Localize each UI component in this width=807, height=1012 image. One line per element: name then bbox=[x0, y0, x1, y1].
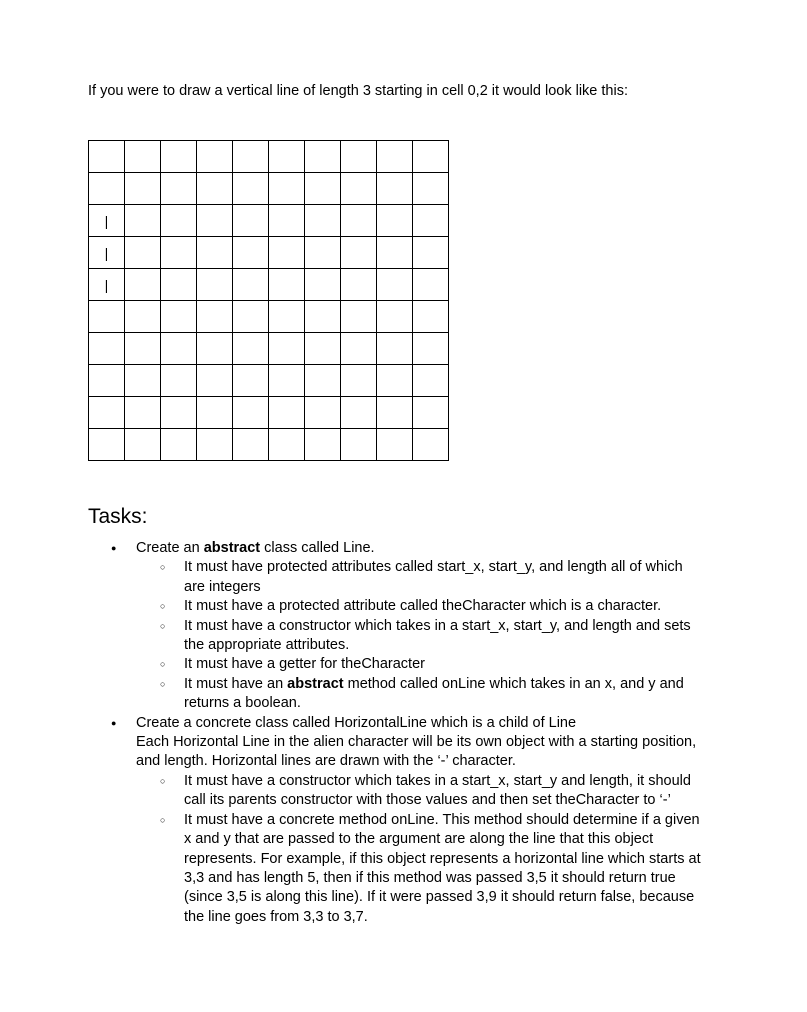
subtask-text-post: method called onLine which takes in an x, and y and returns a boolean. bbox=[184, 675, 684, 712]
grid-cell bbox=[125, 269, 161, 301]
grid-cell bbox=[341, 397, 377, 429]
grid-cell bbox=[413, 397, 449, 429]
grid-cell bbox=[161, 269, 197, 301]
subtask-text-bold: abstract bbox=[287, 675, 344, 692]
subtask-item: ○ It must have a protected attribute called theCharacter which is a character. bbox=[184, 597, 704, 616]
grid-cell bbox=[377, 301, 413, 333]
subtask-item: ○ It must have a constructor which takes in a start_x, start_y, and length and sets the appropriate attributes. bbox=[184, 617, 704, 656]
grid-cell bbox=[233, 269, 269, 301]
grid-cell bbox=[161, 333, 197, 365]
grid-cell bbox=[197, 397, 233, 429]
grid-row bbox=[89, 205, 449, 237]
grid-cell bbox=[89, 333, 125, 365]
grid-cell bbox=[197, 141, 233, 173]
subtask-text-pre: It must have an bbox=[184, 675, 288, 692]
grid-cell bbox=[377, 333, 413, 365]
grid-cell bbox=[125, 301, 161, 333]
grid-cell bbox=[377, 269, 413, 301]
grid-cell bbox=[413, 173, 449, 205]
task-text-bold: abstract bbox=[203, 540, 261, 556]
grid-row bbox=[89, 301, 449, 333]
character-grid bbox=[88, 140, 449, 461]
subtask-item: ○ It must have a getter for theCharacter bbox=[184, 655, 704, 674]
grid-cell bbox=[305, 365, 341, 397]
grid-cell bbox=[197, 301, 233, 333]
grid-cell bbox=[377, 141, 413, 173]
grid-cell bbox=[377, 205, 413, 237]
grid-cell bbox=[341, 269, 377, 301]
grid-cell bbox=[197, 365, 233, 397]
grid-cell bbox=[305, 397, 341, 429]
grid-row bbox=[89, 365, 449, 397]
grid-cell bbox=[413, 269, 449, 301]
grid-cell bbox=[341, 365, 377, 397]
grid-cell bbox=[341, 141, 377, 173]
subtask-item: ○ It must have a concrete method onLine. This method should determine if a given x and y that are passed to the argument are along the line that this object represents. For example, if this object represents a horizontal line which starts at 3,3 and has length 5, then if this method was passed 3,5 it should return true (since 3,5 is along this line). If it were passed 3,9 it should return false, because the line goes from 3,3 to 3,7. bbox=[184, 811, 704, 927]
grid-cell bbox=[413, 301, 449, 333]
grid-cell: | bbox=[89, 237, 125, 269]
grid-cell bbox=[89, 429, 125, 461]
grid-cell bbox=[89, 141, 125, 173]
grid-cell bbox=[197, 173, 233, 205]
grid-row bbox=[89, 397, 449, 429]
grid-cell bbox=[89, 301, 125, 333]
grid-cell bbox=[269, 365, 305, 397]
grid-cell bbox=[161, 397, 197, 429]
task-text-post: class called Line. bbox=[260, 540, 375, 556]
grid-cell bbox=[377, 397, 413, 429]
tasks-heading: Tasks: bbox=[88, 505, 148, 528]
task-line-1: ● Create a concrete class called HorizontalLine which is a child of Line bbox=[136, 714, 577, 731]
grid-cell bbox=[377, 429, 413, 461]
grid-cell bbox=[233, 141, 269, 173]
grid-row bbox=[89, 333, 449, 365]
grid-cell bbox=[305, 333, 341, 365]
grid-cell bbox=[233, 205, 269, 237]
grid-cell bbox=[269, 301, 305, 333]
grid-cell bbox=[161, 365, 197, 397]
grid-cell bbox=[341, 429, 377, 461]
grid-cell bbox=[197, 237, 233, 269]
grid-cell bbox=[161, 301, 197, 333]
subtask-list bbox=[136, 558, 726, 713]
grid-cell bbox=[161, 141, 197, 173]
grid-cell bbox=[305, 237, 341, 269]
grid-cell bbox=[305, 205, 341, 237]
grid-cell bbox=[305, 173, 341, 205]
grid-cell bbox=[305, 269, 341, 301]
grid-cell bbox=[161, 173, 197, 205]
grid-cell bbox=[269, 205, 305, 237]
grid-cell bbox=[341, 301, 377, 333]
grid-row bbox=[89, 269, 449, 301]
grid-cell bbox=[89, 173, 125, 205]
grid-cell bbox=[125, 397, 161, 429]
grid-row bbox=[89, 141, 449, 173]
grid-cell bbox=[413, 333, 449, 365]
grid-cell bbox=[413, 205, 449, 237]
grid-cell bbox=[305, 301, 341, 333]
grid-cell bbox=[269, 237, 305, 269]
grid-cell bbox=[413, 365, 449, 397]
grid-cell bbox=[305, 429, 341, 461]
grid-cell bbox=[161, 429, 197, 461]
grid-cell bbox=[89, 365, 125, 397]
intro-text: If you were to draw a vertical line of length 3 starting in cell 0,2 it would look like this: bbox=[88, 83, 628, 99]
grid-cell bbox=[413, 429, 449, 461]
grid-cell bbox=[125, 205, 161, 237]
grid-cell bbox=[377, 365, 413, 397]
grid-cell bbox=[125, 141, 161, 173]
grid-cell bbox=[233, 397, 269, 429]
grid-row bbox=[89, 237, 449, 269]
grid-cell bbox=[269, 173, 305, 205]
grid-cell bbox=[161, 205, 197, 237]
subtask-list bbox=[136, 772, 702, 927]
grid-cell bbox=[197, 429, 233, 461]
subtask-item: ○ It must have a constructor which takes in a start_x, start_y and length, it should call its parents constructor with those values and then set theCharacter to ‘-’ bbox=[184, 772, 704, 811]
task-text-pre: Create an bbox=[136, 540, 204, 556]
grid-cell bbox=[161, 237, 197, 269]
grid-cell bbox=[413, 141, 449, 173]
grid-cell bbox=[125, 333, 161, 365]
subtask-item bbox=[184, 675, 704, 714]
grid-cell bbox=[269, 397, 305, 429]
grid-cell bbox=[377, 173, 413, 205]
grid-cell bbox=[269, 269, 305, 301]
grid-cell bbox=[341, 237, 377, 269]
grid-cell bbox=[125, 429, 161, 461]
grid-cell bbox=[269, 429, 305, 461]
grid-cell bbox=[89, 397, 125, 429]
grid-cell bbox=[125, 365, 161, 397]
grid-cell bbox=[233, 333, 269, 365]
grid-cell: | bbox=[89, 205, 125, 237]
grid-cell bbox=[125, 237, 161, 269]
grid-cell bbox=[233, 365, 269, 397]
grid-cell bbox=[125, 173, 161, 205]
grid-cell bbox=[197, 269, 233, 301]
grid-body bbox=[89, 141, 449, 461]
grid-cell bbox=[197, 205, 233, 237]
grid-cell bbox=[233, 301, 269, 333]
grid-cell bbox=[377, 237, 413, 269]
task-item-horizontal-line-class bbox=[136, 714, 702, 927]
subtask-item: ○ It must have protected attributes called start_x, start_y, and length all of which are integers bbox=[184, 558, 704, 597]
grid-cell bbox=[269, 141, 305, 173]
grid-cell bbox=[305, 141, 341, 173]
task-line-2: Each Horizontal Line in the alien character will be its own object with a starting position, and length. Horizontal lines are drawn with the ‘-’ character. bbox=[136, 734, 697, 770]
grid-row bbox=[89, 429, 449, 461]
task-list bbox=[136, 539, 726, 927]
grid-row bbox=[89, 173, 449, 205]
grid-cell bbox=[233, 429, 269, 461]
grid-cell bbox=[341, 205, 377, 237]
grid-cell: | bbox=[89, 269, 125, 301]
grid-cell bbox=[413, 237, 449, 269]
grid-cell bbox=[341, 333, 377, 365]
grid-cell bbox=[233, 173, 269, 205]
grid-cell bbox=[269, 333, 305, 365]
grid-cell bbox=[341, 173, 377, 205]
grid-cell bbox=[197, 333, 233, 365]
task-item-line-class bbox=[136, 539, 726, 714]
grid-cell bbox=[233, 237, 269, 269]
